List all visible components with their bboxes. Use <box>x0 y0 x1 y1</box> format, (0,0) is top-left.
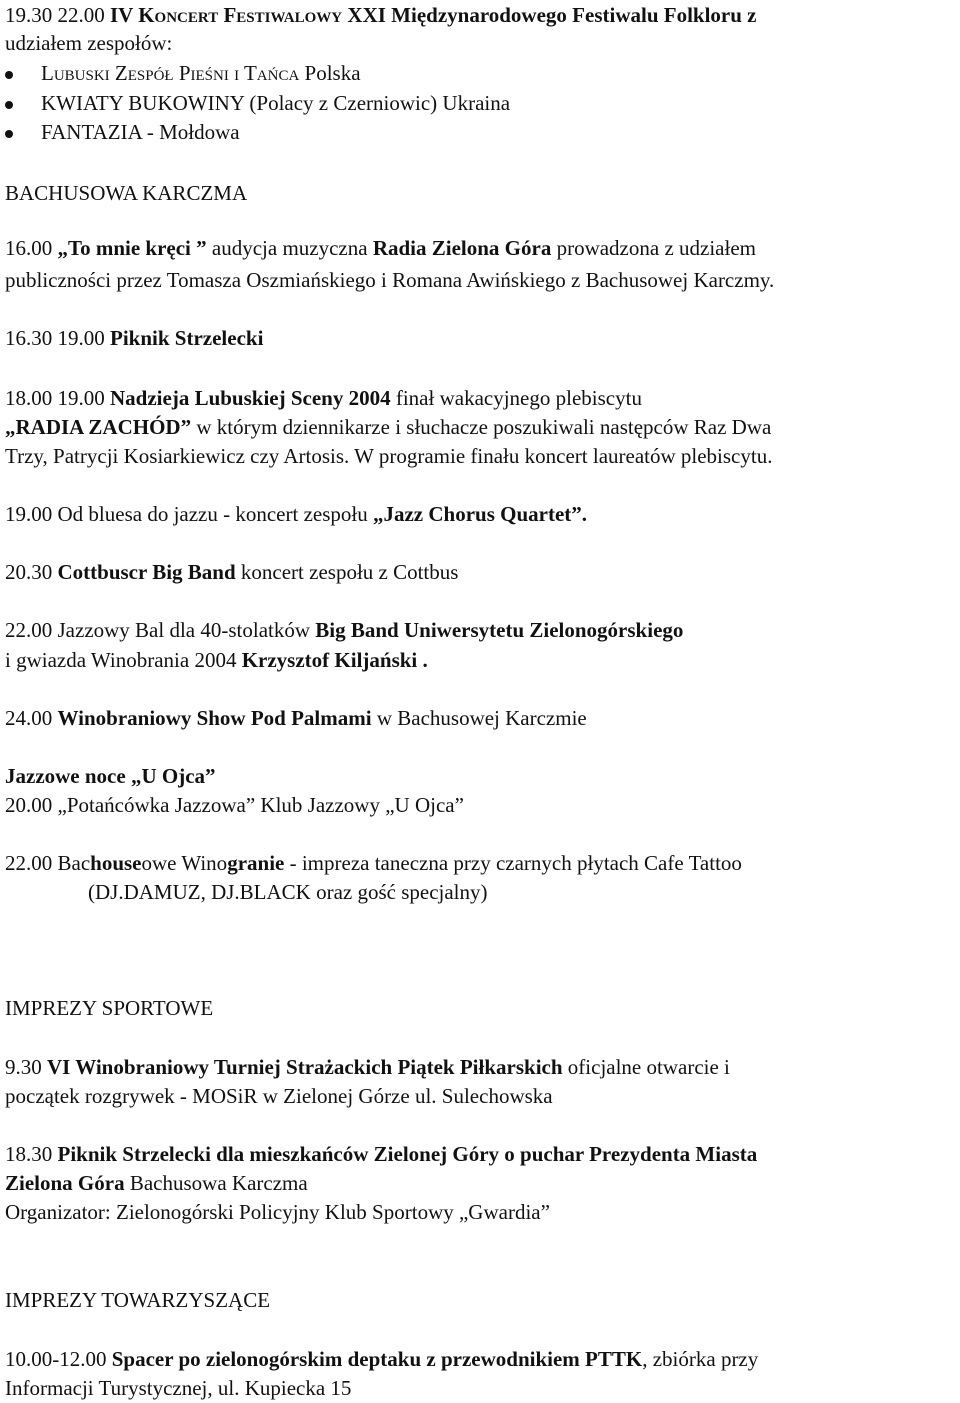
bullet-icon <box>5 130 13 138</box>
event-title: VI Winobraniowy Turniej Strażackich Piątek Piłkarskich <box>47 1055 563 1079</box>
folk-concert-line2: udziałem zespołów: <box>5 31 173 55</box>
section-heading: IMPREZY SPORTOWE <box>5 996 214 1020</box>
list-item <box>41 117 240 147</box>
time: 20.00 <box>5 793 58 817</box>
event-text: Od bluesa do jazzu - koncert zespołu <box>57 502 373 526</box>
event-jazz-ball-line2 <box>5 645 428 675</box>
time: 16.00 <box>5 236 58 260</box>
band-name: Big Band Uniwersytetu Zielonogórskiego <box>315 618 684 642</box>
list-item <box>41 58 361 88</box>
organizer: „RADIA ZACHÓD” <box>5 415 192 439</box>
event-title: Spacer po zielonogórskim deptaku z przewodnikiem PTTK <box>111 1347 643 1371</box>
time: 18.30 <box>5 1142 58 1166</box>
event-piknik-line2 <box>5 1168 308 1198</box>
event-text: w którym dziennikarze i słuchacze poszukiwali następców Raz Dwa <box>191 415 772 439</box>
list-item <box>41 88 510 118</box>
folk-concert-line1 <box>5 0 757 30</box>
artist-name: Krzysztof Kiljański . <box>241 648 428 672</box>
ensemble-name: KWIATY BUKOWINY (Polacy z Czerniowic) <box>41 91 438 115</box>
event-text: koncert zespołu z Cottbus <box>235 560 459 584</box>
event-text-bold: granie <box>227 851 285 875</box>
event-piknik-line1 <box>5 1139 757 1169</box>
bullet-icon <box>5 101 13 109</box>
ensemble-country: - Mołdowa <box>141 120 240 144</box>
event-piknik-line3: Organizator: Zielonogórski Policyjny Klub Sportowy „Gwardia” <box>5 1200 550 1224</box>
ensemble-country: Ukraina <box>437 91 511 115</box>
event-title: Winobraniowy Show Pod Palmami <box>57 706 372 730</box>
ensemble-country: Polska <box>299 61 361 85</box>
event-text: Jazzowy Bal dla 40-stolatków <box>57 618 316 642</box>
event-radio-line1 <box>5 233 756 263</box>
event-text: finał wakacyjnego plebiscytu <box>390 386 642 410</box>
event-text: Bac <box>57 851 91 875</box>
event-text: „Potańcówka Jazzowa” Klub Jazzowy „U Ojca” <box>57 793 464 817</box>
event-radio-line2: publiczności przez Tomasza Oszmiańskiego i Romana Awińskiego z Bachusowej Karczmy. <box>5 268 775 292</box>
event-text: oficjalne otwarcie i <box>562 1055 730 1079</box>
band-name: „Jazz Chorus Quartet”. <box>372 502 588 526</box>
event-title: Zielona Góra <box>5 1171 125 1195</box>
event-title: „To mnie kręci ” <box>57 236 207 260</box>
time: 18.00 19.00 <box>5 386 110 410</box>
time: 16.30 19.00 <box>5 326 110 350</box>
section-heading: Jazzowe noce „U Ojca” <box>5 764 216 788</box>
section-heading: IMPREZY TOWARZYSZĄCE <box>5 1288 271 1312</box>
festival-title: XXI Międzynarodowego Festiwalu Folkloru z <box>342 3 757 27</box>
event-winogranie-line2: (DJ.DAMUZ, DJ.BLACK oraz gość specjalny) <box>88 880 488 904</box>
time: 22.00 <box>5 851 58 875</box>
event-title: Piknik Strzelecki dla mieszkańców Zielonej Góry o puchar Prezydenta Miasta <box>57 1142 758 1166</box>
time: 20.30 <box>5 560 58 584</box>
event-spacer-line1 <box>5 1344 758 1374</box>
event-blues-jazz <box>5 499 587 529</box>
event-show-palmami <box>5 703 587 733</box>
event-text: - impreza taneczna przy czarnych płytach Cafe Tattoo <box>284 851 742 875</box>
ensemble-name: Lubuski Zespół Pieśni i Tańca <box>41 61 300 85</box>
event-text-bold: house <box>90 851 142 875</box>
event-spacer-line2: Informacji Turystycznej, ul. Kupiecka 15 <box>5 1376 352 1400</box>
venue: Bachusowa Karczma <box>124 1171 308 1195</box>
organizer: Radia Zielona Góra <box>372 236 552 260</box>
time: 24.00 <box>5 706 58 730</box>
event-text: , zbiórka przy <box>642 1347 759 1371</box>
event-title: Nadzieja Lubuskiej Sceny 2004 <box>110 386 391 410</box>
event-turniej-line2: początek rozgrywek - MOSiR w Zielonej Górze ul. Sulechowska <box>5 1084 553 1108</box>
band-name: Cottbuscr Big Band <box>57 560 236 584</box>
time: 9.30 <box>5 1055 47 1079</box>
event-text: i gwiazda Winobrania 2004 <box>5 648 242 672</box>
section-heading: BACHUSOWA KARCZMA <box>5 181 248 205</box>
event-potancowka <box>5 790 464 820</box>
event-winogranie-line1 <box>5 848 742 878</box>
concert-number: IV <box>110 3 139 27</box>
ensemble-name: FANTAZIA <box>41 120 142 144</box>
time: 22.00 <box>5 618 58 642</box>
event-nadzieja-line1 <box>5 383 642 413</box>
event-nadzieja-line2 <box>5 412 771 442</box>
event-title: Piknik Strzelecki <box>110 326 264 350</box>
event-text: audycja muzyczna <box>206 236 373 260</box>
time: 10.00-12.00 <box>5 1347 112 1371</box>
event-text: w Bachusowej Karczmie <box>371 706 587 730</box>
event-text: prowadzona z udziałem <box>551 236 756 260</box>
time: 19.30 22.00 <box>5 3 105 27</box>
concert-title: Koncert Festiwalowy <box>138 3 343 27</box>
event-cottbus <box>5 557 458 587</box>
time: 19.00 <box>5 502 58 526</box>
event-picnic <box>5 323 263 353</box>
event-nadzieja-line3: Trzy, Patrycji Kosiarkiewicz czy Artosis. W programie finału koncert laureatów plebiscytu. <box>5 444 773 468</box>
event-jazz-ball-line1 <box>5 615 683 645</box>
event-turniej-line1 <box>5 1052 730 1082</box>
event-text: owe Wino <box>141 851 228 875</box>
bullet-icon <box>5 71 13 79</box>
